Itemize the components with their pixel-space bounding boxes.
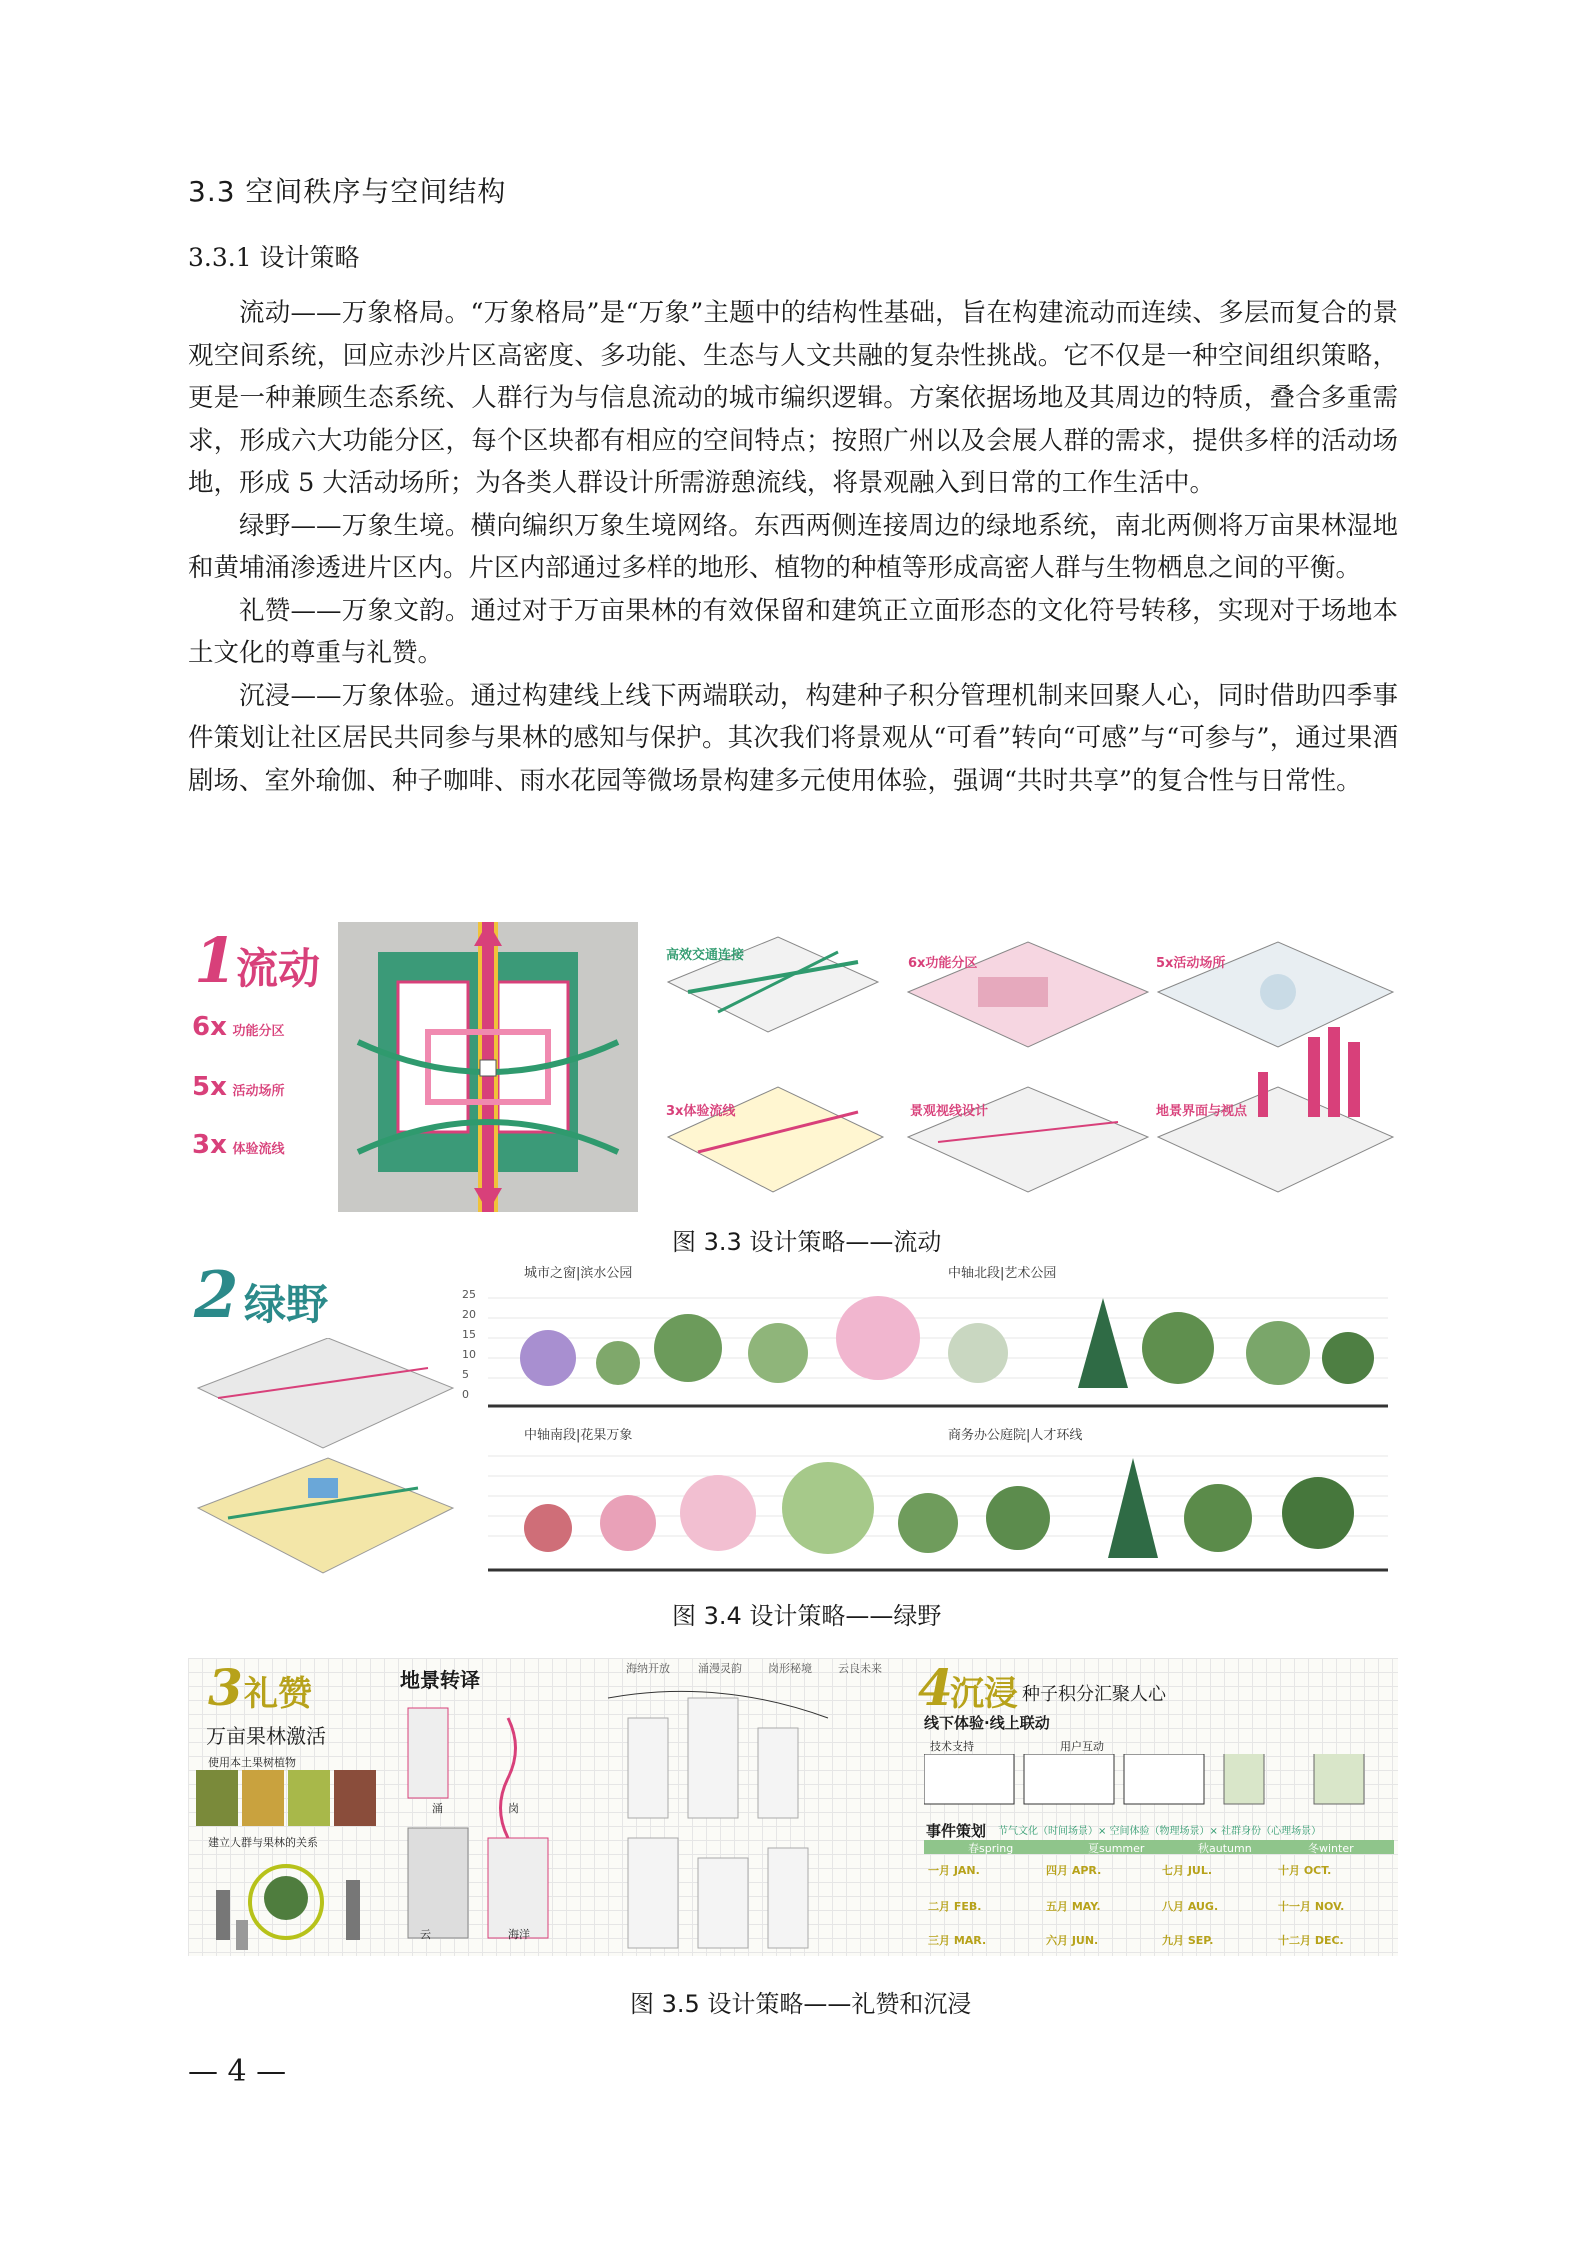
green-section-image [458,1258,1398,1586]
axis-tick-6: 0 [462,1388,469,1401]
axon-label-4: 3x体验流线 [666,1104,736,1119]
figure-green [188,1258,1398,1586]
immerse-diagram [924,1754,1394,1814]
fruit-photos [196,1770,376,1826]
figure-flow [188,922,1398,1212]
green-title: 绿野 [244,1280,329,1329]
flow-legend [188,922,338,1212]
mid-label-2: 涌漫灵韵 [698,1662,742,1675]
month-jan: 一月 JAN. [928,1864,980,1877]
green-number: 2 [194,1258,239,1333]
flow-masterplan-image [338,922,638,1212]
praise-title: 礼赞 [244,1674,312,1714]
flow-number: 1 [194,924,238,997]
immerse-link: 线下体验·线上联动 [924,1714,1050,1732]
season-4: 冬winter [1308,1842,1354,1855]
section-label-1: 城市之窗|滨水公园 [524,1266,633,1281]
flow-count-3: 3x [192,1130,227,1160]
axon-label-5: 景观视线设计 [910,1104,989,1119]
month-jul: 七月 JUL. [1162,1864,1213,1877]
flow-axon-panels [658,922,1398,1212]
flow-item-3 [192,1130,284,1160]
season-2: 夏summer [1088,1842,1145,1855]
axon-label-6: 地景界面与视点 [1156,1104,1248,1119]
mid-small-1: 涌 [432,1802,443,1815]
paragraph-praise: 礼赞——万象文韵。通过对于万亩果林的有效保留和建筑正立面形态的文化符号转移，实现对于场地本土文化的尊重与礼赞。 [188,595,1398,668]
immerse-subtitle: 种子积分汇聚人心 [1022,1684,1166,1705]
season-1: 春spring [968,1842,1014,1855]
flow-count-2: 5x [192,1072,227,1102]
translation-buildings [388,1688,838,1952]
flow-label-3: 体验流线 [232,1142,285,1157]
immerse-tech: 技术支持 [930,1740,974,1753]
paragraph-immerse: 沉浸——万象体验。通过构建线上线下两端联动，构建种子积分管理机制来回聚人心，同时借助四季事件策划让社区居民共同参与果林的感知与保护。其次我们将景观从“可看”转向“可感”与“可参与”，通过果酒剧场、室外瑜伽、种子咖啡、雨水花园等微场景构建多元使用体验，强调“共时共享”的复合性与日常性。 [188,680,1398,796]
section-label-2: 中轴北段|艺术公园 [948,1266,1057,1281]
paragraph-green: 绿野——万象生境。横向编织万象生境网络。东西两侧连接周边的绿地系统，南北两侧将万亩果林湿地和黄埔涌渗透进片区内。片区内部通过多样的地形、植物的种植等形成高密人群与生物栖息之间的平衡。 [188,510,1398,583]
paragraph-flow: 流动——万象格局。“万象格局”是“万象”主题中的结构性基础，旨在构建流动而连续、多层而复合的景观空间系统，回应赤沙片区高密度、多功能、生态与人文共融的复杂性挑战。它不仅是一种空间组织策略，更是一种兼顾生态系统、人群行为与信息流动的城市编织逻辑。方案依据场地及其周边的特质，叠合多重需求，形成六大功能分区，每个区块都有相应的空间特点；按照广州以及会展人群的需求，提供多样的活动场地，形成 5 大活动场所；为各类人群设计所需游憩流线，将景观融入到日常的工作生活中。 [188,298,1398,498]
body-text [188,292,1398,802]
axis-tick-5: 5 [462,1368,469,1381]
month-feb: 二月 FEB. [928,1900,982,1913]
flow-title: 流动 [236,944,321,993]
axon-label-1: 高效交通连接 [666,948,745,963]
section-title: 3.3 空间秩序与空间结构 [188,175,507,208]
mid-small-4: 海洋 [508,1928,530,1941]
praise-note-2: 建立人群与果林的关系 [208,1836,318,1849]
people-tree-illustration [196,1850,376,1954]
axon-label-2: 6x功能分区 [908,956,978,971]
axis-tick-1: 25 [462,1288,476,1301]
subsection-title: 3.3.1 设计策略 [188,243,360,272]
immerse-title: 沉浸 [950,1674,1018,1714]
flow-label-1: 功能分区 [232,1024,285,1039]
month-apr: 四月 APR. [1046,1864,1102,1877]
mid-small-3: 云 [420,1928,431,1941]
praise-subtitle: 万亩果林激活 [206,1724,326,1748]
section-label-3: 中轴南段|花果万象 [524,1428,633,1443]
month-aug: 八月 AUG. [1162,1900,1219,1913]
month-jun: 六月 JUN. [1046,1934,1099,1947]
event-title: 事件策划 [926,1822,987,1840]
page-number: — 4 — [188,2054,287,2089]
section-label-4: 商务办公庭院|人才环线 [948,1428,1083,1443]
green-axon-image [188,1338,458,1578]
immerse-number: 4 [918,1658,953,1717]
event-subtitle: 节气文化（时间场景）× 空间体验（物理场景）× 社群身份（心理场景） [998,1826,1322,1837]
translation-title: 地景转译 [400,1668,480,1692]
flow-count-1: 6x [192,1012,227,1042]
axis-tick-2: 20 [462,1308,476,1321]
flow-item-2 [192,1072,284,1102]
mid-label-4: 云良未来 [838,1662,882,1675]
figure-praise-immerse [188,1658,1398,1956]
season-3: 秋autumn [1198,1842,1252,1855]
mid-label-3: 岗形秘境 [768,1662,812,1675]
figure-caption-praise-immerse: 图 3.5 设计策略——礼赞和沉浸 [630,1990,972,2018]
flow-label-2: 活动场所 [232,1084,285,1099]
praise-number: 3 [208,1658,243,1717]
praise-note-1: 使用本土果树植物 [208,1756,296,1769]
month-oct: 十月 OCT. [1278,1864,1332,1877]
figure-caption-green: 图 3.4 设计策略——绿野 [672,1602,942,1630]
mid-label-1: 海纳开放 [626,1662,670,1675]
month-sep: 九月 SEP. [1162,1934,1214,1947]
axis-tick-4: 10 [462,1348,476,1361]
flow-item-1 [192,1012,284,1042]
mid-small-2: 岗 [508,1802,519,1815]
month-nov: 十一月 NOV. [1278,1900,1345,1913]
month-mar: 三月 MAR. [928,1934,987,1947]
immerse-user: 用户互动 [1060,1740,1104,1753]
axon-label-3: 5x活动场所 [1156,956,1226,971]
axis-tick-3: 15 [462,1328,476,1341]
month-dec: 十二月 DEC. [1278,1934,1344,1947]
month-may: 五月 MAY. [1046,1900,1101,1913]
figure-caption-flow: 图 3.3 设计策略——流动 [672,1228,942,1256]
